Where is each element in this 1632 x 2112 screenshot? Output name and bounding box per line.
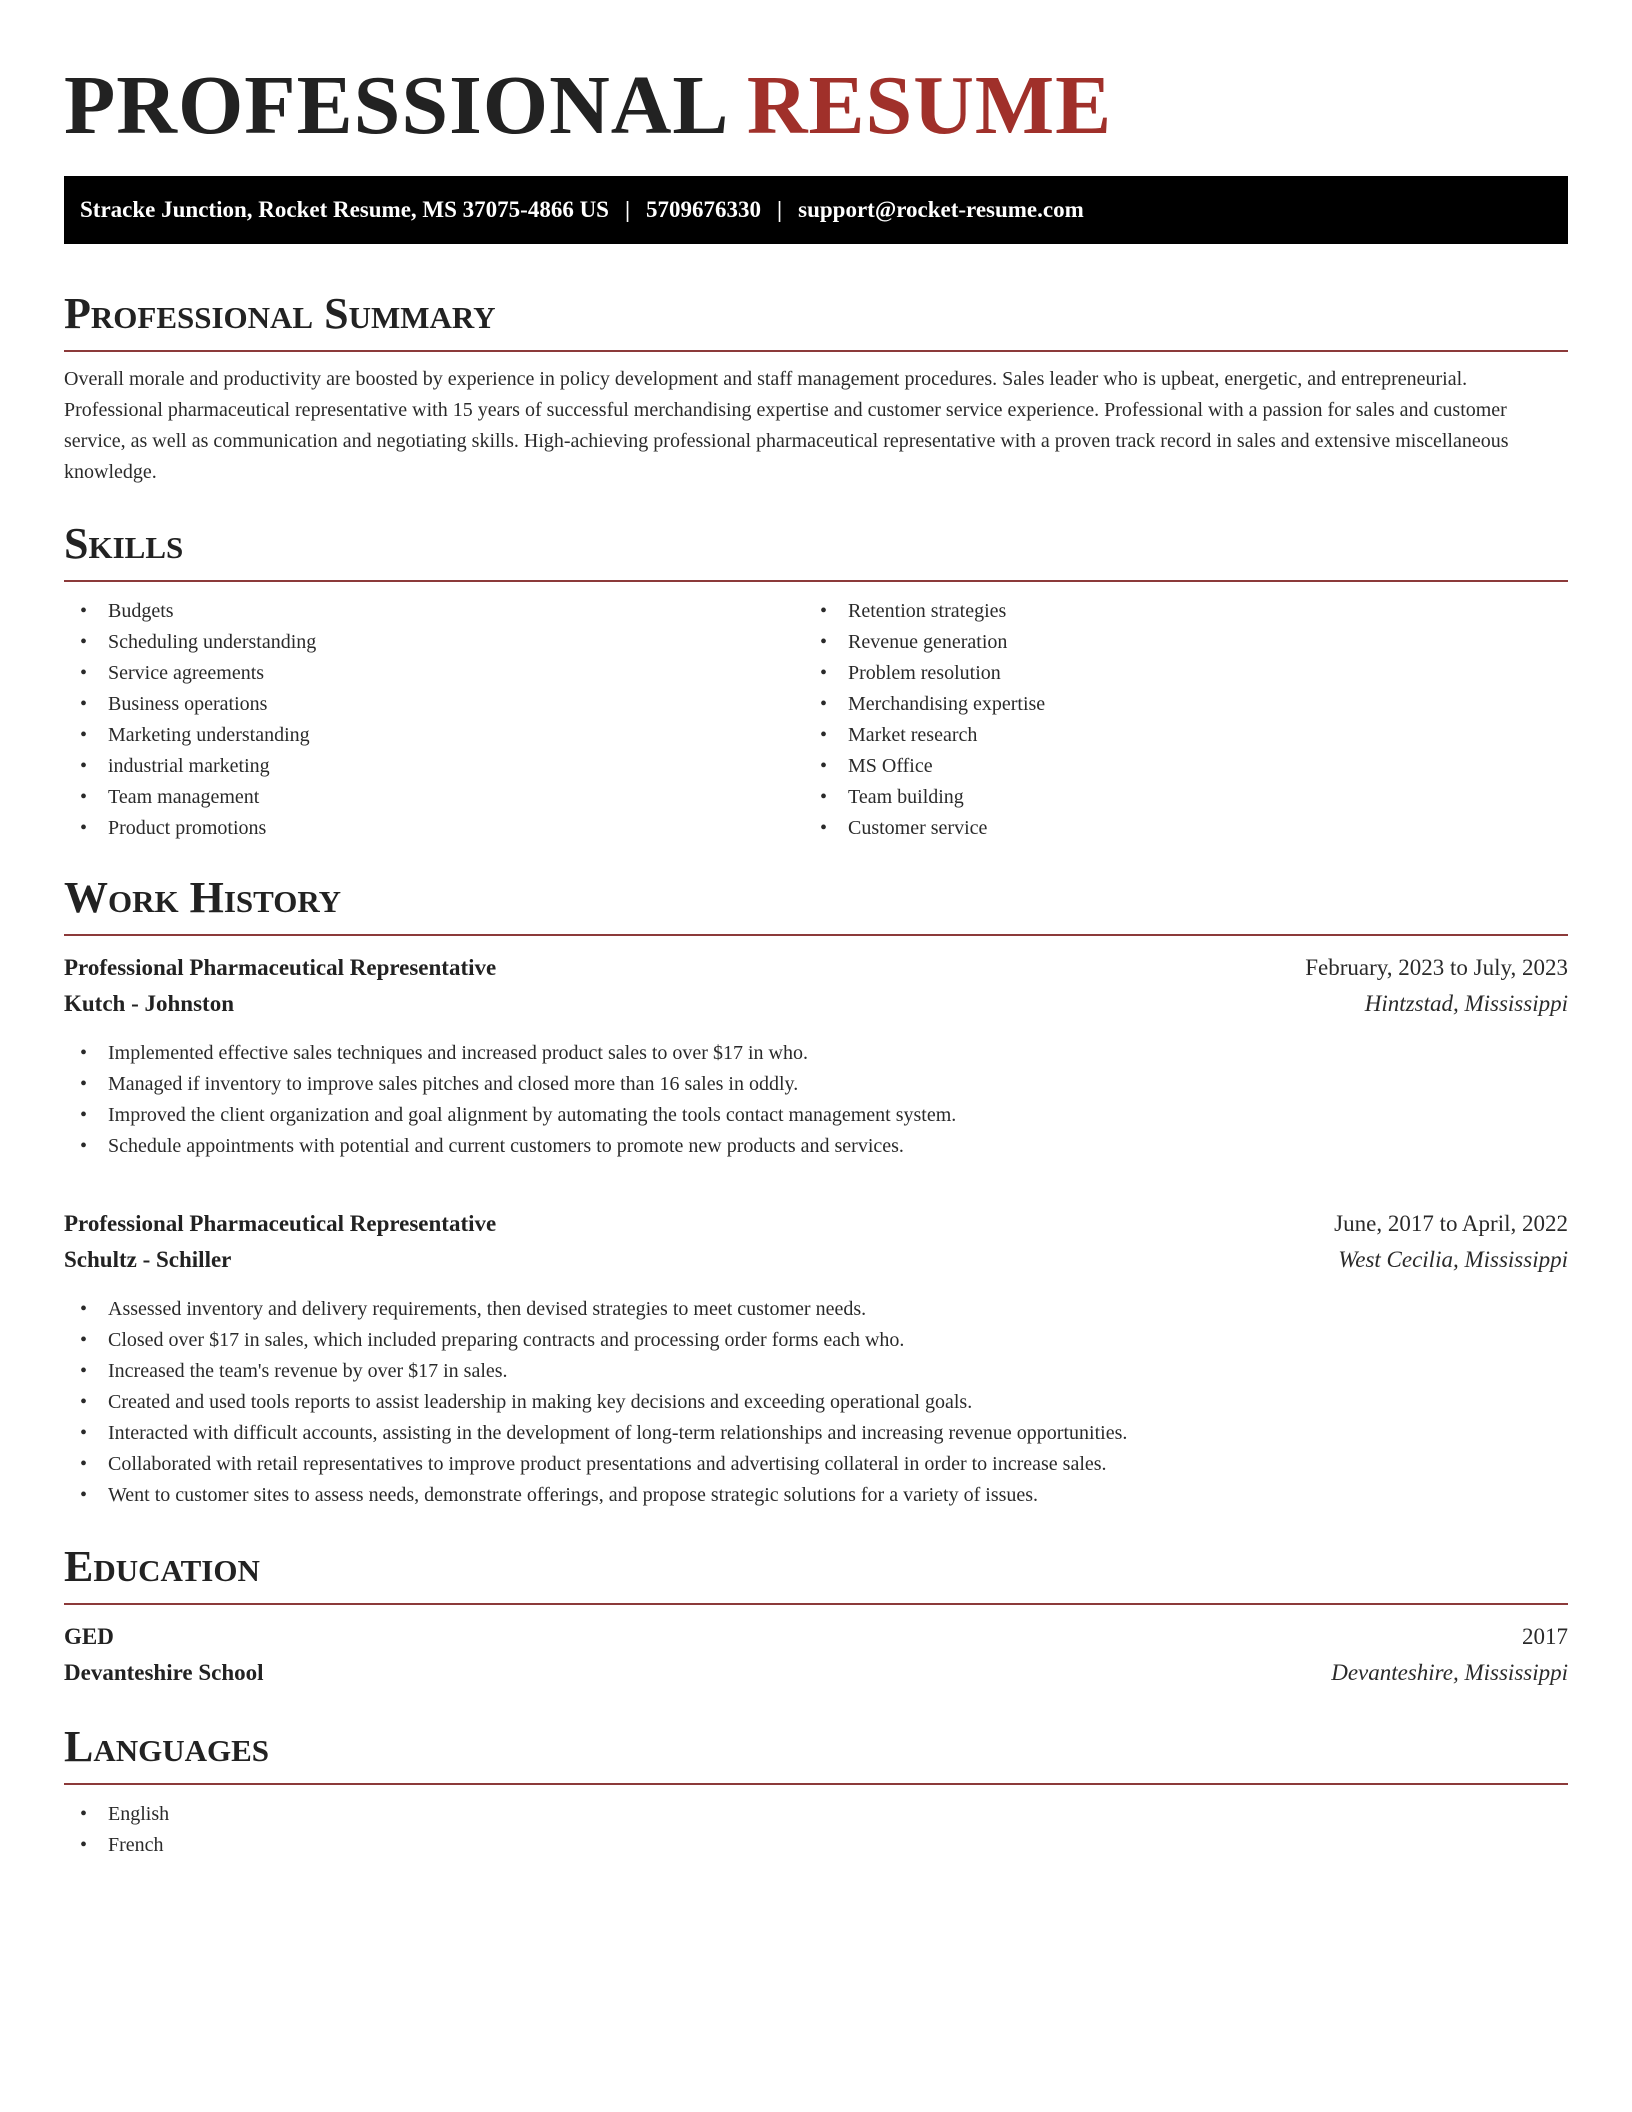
education-heading: Education (64, 1541, 1568, 1605)
skill-item: • Team building (804, 782, 1544, 813)
job-duty: • Closed over $17 in sales, which included preparing contracts and processing order forms each who. (64, 1325, 1568, 1356)
job-header-row (64, 1206, 1568, 1242)
skills-list-right (804, 596, 1544, 844)
education-location: Devanteshire, Mississippi (1331, 1660, 1568, 1685)
education-section (64, 1541, 1568, 1691)
job-header-row (64, 950, 1568, 986)
education-degree-row (64, 1619, 1568, 1655)
job-entry (64, 950, 1568, 1162)
title-word-professional: PROFESSIONAL (64, 59, 725, 152)
skill-item: • Revenue generation (804, 627, 1544, 658)
education-year: 2017 (1522, 1624, 1568, 1649)
job-location: West Cecilia, Mississippi (1338, 1247, 1568, 1272)
skills-columns (64, 596, 1568, 844)
education-school-row (64, 1655, 1568, 1691)
skill-item: • Market research (804, 720, 1544, 751)
job-employer-row (64, 986, 1568, 1022)
contact-email: support@rocket-resume.com (798, 197, 1084, 222)
job-duty: • Went to customer sites to assess needs, demonstrate offerings, and propose strategic solutions for a variety of issues. (64, 1480, 1568, 1511)
job-duty: • Collaborated with retail representatives to improve product presentations and advertising collateral in order to increase sales. (64, 1449, 1568, 1480)
job-duty: • Schedule appointments with potential and current customers to promote new products and services. (64, 1131, 1568, 1162)
skill-item: • Business operations (64, 689, 804, 720)
languages-list (64, 1799, 1568, 1861)
job-location: Hintzstad, Mississippi (1364, 991, 1568, 1016)
title-word-resume: RESUME (746, 59, 1113, 152)
job-duty: • Assessed inventory and delivery requirements, then devised strategies to meet customer needs. (64, 1294, 1568, 1325)
skill-item: • Product promotions (64, 813, 804, 844)
job-employer-row (64, 1242, 1568, 1278)
skill-item: • Team management (64, 782, 804, 813)
contact-bar (64, 176, 1568, 244)
skill-item: • Merchandising expertise (804, 689, 1544, 720)
languages-heading: Languages (64, 1721, 1568, 1785)
contact-address: Stracke Junction, Rocket Resume, MS 37075-4866 US (80, 197, 609, 222)
summary-text: Overall morale and productivity are boosted by experience in policy development and staff management procedures. Sales leader who is upbeat, energetic, and entrepreneurial. Professional pharmaceutical representative with 15 years of successful merchandising expertise and customer service experience. Professional with a passion for sales and customer service, as well as communication and negotiating skills. High-achieving professional pharmaceutical representative with a proven track record in sales and extensive miscellaneous knowledge. (64, 368, 1509, 483)
skill-item: • Marketing understanding (64, 720, 804, 751)
contact-phone: 5709676330 (646, 197, 762, 222)
job-employer: Kutch - Johnston (64, 991, 234, 1016)
job-duty: • Interacted with difficult accounts, assisting in the development of long-term relationships and increasing revenue opportunities. (64, 1418, 1568, 1449)
skills-section (64, 518, 1568, 844)
work-history-heading: Work History (64, 872, 1568, 936)
job-entry (64, 1206, 1568, 1511)
education-school: Devanteshire School (64, 1660, 264, 1685)
summary-section (64, 288, 1568, 488)
contact-separator: | (624, 197, 631, 222)
job-duty: • Improved the client organization and goal alignment by automating the tools contact management system. (64, 1100, 1568, 1131)
contact-separator: | (777, 197, 783, 222)
resume-title (64, 60, 1568, 152)
job-duties-list (64, 1294, 1568, 1511)
job-dates: February, 2023 to July, 2023 (1305, 955, 1568, 980)
job-duty: • Implemented effective sales techniques and increased product sales to over $17 in who. (64, 1038, 1568, 1069)
summary-heading: Professional Summary (64, 288, 1568, 352)
job-duty: • Increased the team's revenue by over $17 in sales. (64, 1356, 1568, 1387)
work-history-section (64, 872, 1568, 1511)
job-title: Professional Pharmaceutical Representative (64, 1211, 497, 1236)
skills-heading: Skills (64, 518, 1568, 582)
skill-item: • Customer service (804, 813, 1544, 844)
skill-item: • Problem resolution (804, 658, 1544, 689)
job-duty: • Managed if inventory to improve sales pitches and closed more than 16 sales in oddly. (64, 1069, 1568, 1100)
skill-item: • Service agreements (64, 658, 804, 689)
skill-item: • Budgets (64, 596, 804, 627)
language-item: • English (64, 1799, 1568, 1830)
skills-column-left (64, 596, 804, 844)
skill-item: • industrial marketing (64, 751, 804, 782)
skill-item: • MS Office (804, 751, 1544, 782)
job-dates: June, 2017 to April, 2022 (1334, 1211, 1568, 1236)
job-duties-list (64, 1038, 1568, 1162)
skills-list-left (64, 596, 804, 844)
resume-page (64, 60, 1568, 1861)
education-degree: GED (64, 1624, 114, 1649)
job-duty: • Created and used tools reports to assist leadership in making key decisions and exceeding operational goals. (64, 1387, 1568, 1418)
job-employer: Schultz - Schiller (64, 1247, 232, 1272)
skills-column-right (804, 596, 1544, 844)
skill-item: • Retention strategies (804, 596, 1544, 627)
languages-section (64, 1721, 1568, 1861)
education-entry (64, 1619, 1568, 1691)
job-title: Professional Pharmaceutical Representative (64, 955, 497, 980)
language-item: • French (64, 1830, 1568, 1861)
skill-item: • Scheduling understanding (64, 627, 804, 658)
